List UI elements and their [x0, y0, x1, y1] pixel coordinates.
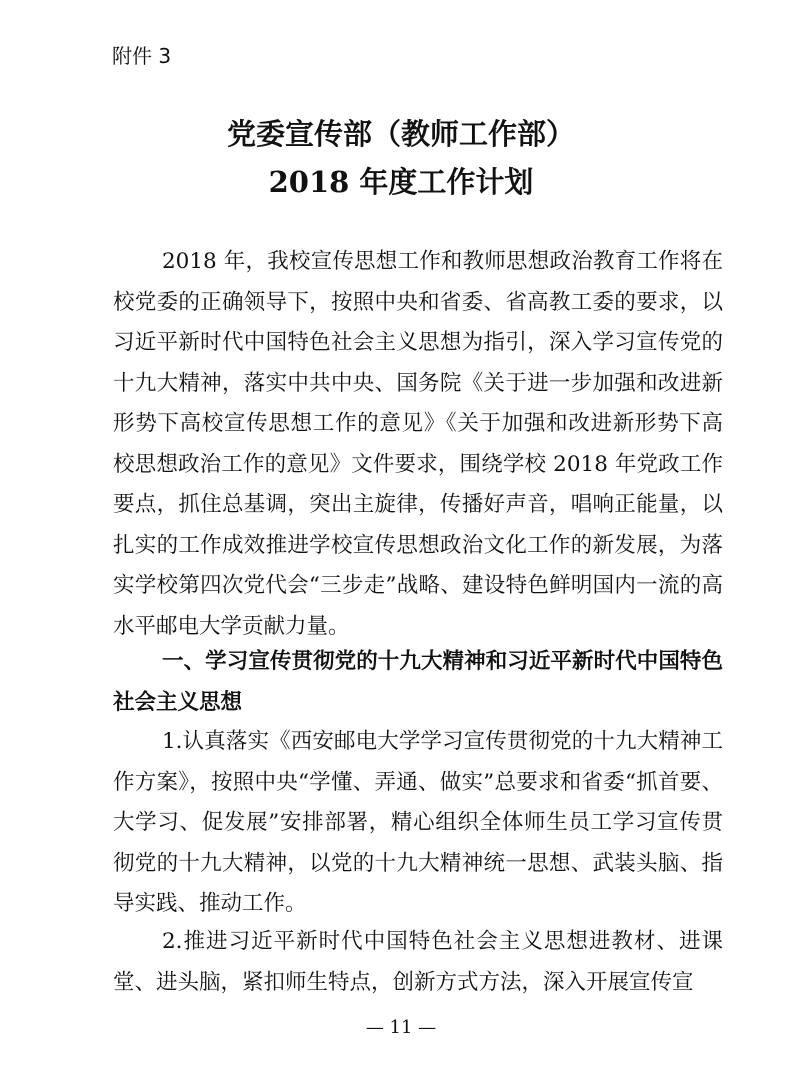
- attachment-label: 附件 3: [112, 44, 172, 68]
- document-title-line-2: 2018 年度工作计划: [268, 165, 534, 199]
- intro-paragraph: 2018 年，我校宣传思想工作和教师思想政治教育工作将在校党委的正确领导下，按照中央和省委、省高教工委的要求，以习近平新时代中国特色社会主义思想为指引，深入学习宣传党的十九大精神，落实中共中央、国务院《关于进一步加强和改进新形势下高校宣传思想工作的意见》《关于加强和改进新形势下高校思想政治工作的意见》文件要求，围绕学校 2018 年党政工作要点，抓住总基调，突出主旋律，传播好声音，唱响正能量，以扎实的工作成效推进学校宣传思想政治文化工作的新发展，为落实学校第四次党代会“三步走”战略、建设特色鲜明国内一流的高水平邮电大学贡献力量。: [113, 249, 723, 639]
- document-title-line-1: 党委宣传部（教师工作部）: [226, 117, 575, 151]
- list-item-1: 1.认真落实《西安邮电大学学习宣传贯彻党的十九大精神工作方案》，按照中央“学懂、弄通、做实”总要求和省委“抓首要、大学习、促发展”安排部署，精心组织全体师生员工学习宣传贯彻党的十九大精神，以党的十九大精神统一思想、武装头脑、指导实践、推动工作。: [113, 729, 723, 916]
- page-number: — 11 —: [365, 1017, 437, 1038]
- section-heading: 一、学习宣传贯彻党的十九大精神和习近平新时代中国特色社会主义思想: [113, 649, 723, 715]
- list-item-2: 2.推进习近平新时代中国特色社会主义思想进教材、进课堂、进头脑，紧扣师生特点，创新方式方法，深入开展宣传宣: [113, 929, 723, 995]
